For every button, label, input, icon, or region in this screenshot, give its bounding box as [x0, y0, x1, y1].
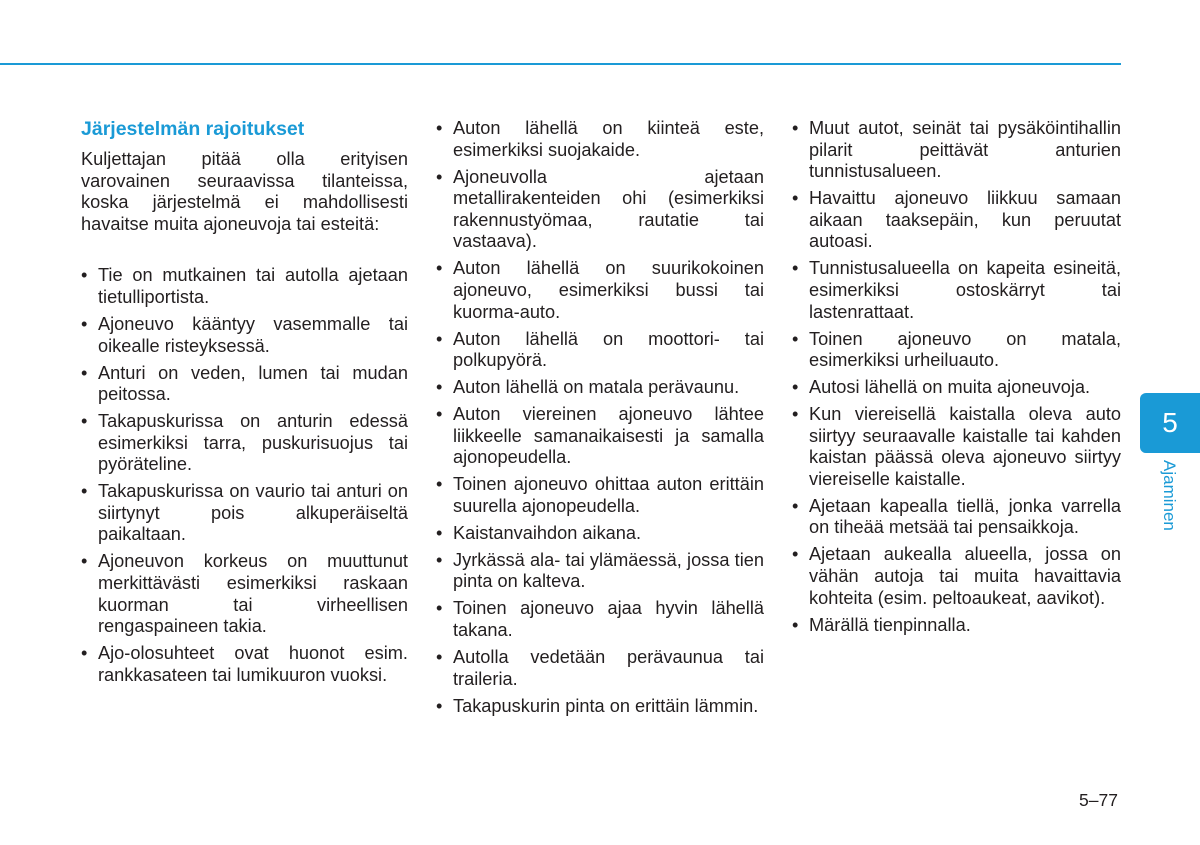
bullet-icon: • — [436, 377, 443, 398]
list-item — [81, 265, 408, 308]
limitations-list-3 — [792, 118, 1121, 636]
list-item — [792, 377, 1121, 399]
list-item-text: Takapuskurissa on anturin edessä esimerkiksi tarra, puskurisuojus tai pyöräteline. — [98, 411, 408, 475]
list-item-text: Auton lähellä on kiinteä este, esimerkiksi suojakaide. — [453, 118, 764, 160]
bullet-icon: • — [436, 522, 443, 543]
bullet-icon: • — [436, 258, 443, 279]
bullet-icon: • — [81, 411, 88, 432]
header-rule — [0, 63, 1121, 65]
limitations-list-1 — [81, 265, 408, 686]
bullet-icon: • — [436, 598, 443, 619]
page-number: 5–77 — [1079, 790, 1118, 810]
list-item — [792, 258, 1121, 323]
list-item — [792, 404, 1121, 490]
list-item-text: Tie on mutkainen tai autolla ajetaan tietulliportista. — [98, 265, 408, 307]
list-item-text: Anturi on veden, lumen tai mudan peitossa. — [98, 362, 408, 405]
limitations-list-2 — [436, 118, 764, 717]
list-item-text: Havaittu ajoneuvo liikkuu samaan aikaan taaksepäin, kun peruutat autoasi. — [809, 188, 1121, 252]
bullet-icon: • — [792, 258, 799, 279]
list-item-text: Ajoneuvo kääntyy vasemmalle tai oikealle risteyksessä. — [98, 313, 408, 356]
bullet-icon: • — [81, 265, 88, 286]
bullet-icon: • — [792, 328, 799, 349]
list-item-text: Ajoneuvon korkeus on muuttunut merkittävästi esimerkiksi raskaan kuorman tai virheellisen rengaspaineen takia. — [98, 551, 408, 637]
bullet-icon: • — [436, 549, 443, 570]
list-item — [436, 167, 764, 253]
list-item-text: Kun viereisellä kaistalla oleva auto siirtyy seuraavalle kaistalle tai kahden kaistan päässä oleva ajoneuvo siirtyy viereiselle kaistalle. — [809, 404, 1121, 489]
list-item — [81, 481, 408, 546]
list-item — [792, 496, 1121, 539]
list-item-text: Tunnistusalueella on kapeita esineitä, esimerkiksi ostoskärryt tai lastenrattaat. — [809, 258, 1121, 322]
list-item — [436, 598, 764, 641]
bullet-icon: • — [792, 377, 799, 398]
list-item-text: Jyrkässä ala- tai ylämäessä, jossa tien pinta on kalteva. — [453, 549, 764, 592]
bullet-icon: • — [81, 551, 88, 572]
list-item-text: Auton lähellä on matala perävaunu. — [453, 377, 740, 398]
list-item — [81, 643, 408, 686]
bullet-icon: • — [792, 404, 799, 425]
chapter-tab: 5 — [1140, 393, 1200, 453]
list-item — [436, 118, 764, 161]
list-item — [792, 544, 1121, 609]
list-item — [792, 329, 1121, 372]
intro-paragraph: Kuljettajan pitää olla erityisen varovainen seuraavissa tilanteissa, koska järjestelmä ei mahdollisesti havaitse muita ajoneuvoja tai esteitä: — [81, 149, 408, 234]
list-item-text: Toinen ajoneuvo on matala, esimerkiksi urheiluauto. — [809, 328, 1121, 371]
bullet-icon: • — [436, 474, 443, 495]
list-item-text: Auton lähellä on suurikokoinen ajoneuvo, esimerkiksi bussi tai kuorma-auto. — [453, 258, 764, 322]
bullet-icon: • — [792, 614, 799, 635]
list-item-text: Toinen ajoneuvo ohittaa auton erittäin suurella ajonopeudella. — [453, 474, 764, 516]
list-item-text: Muut autot, seinät tai pysäköintihallin pilarit peittävät anturien tunnistusalueen. — [809, 118, 1121, 182]
list-item — [436, 647, 764, 690]
list-item — [436, 696, 764, 718]
bullet-icon: • — [436, 166, 443, 187]
list-item-text: Ajetaan kapealla tiellä, jonka varrella on tiheää metsää tai pensaikkoja. — [809, 495, 1121, 538]
chapter-title: Ajaminen — [1160, 460, 1179, 531]
column-1 — [81, 116, 408, 692]
list-item-text: Märällä tienpinnalla. — [809, 614, 971, 635]
bullet-icon: • — [436, 118, 443, 138]
list-item — [436, 474, 764, 517]
list-item-text: Ajoneuvolla ajetaan metallirakenteiden ohi (esimerkiksi rakennustyömaa, rautatie tai vastaava). — [453, 166, 764, 252]
list-item — [81, 363, 408, 406]
list-item-text: Auton lähellä on moottori- tai polkupyörä. — [453, 328, 764, 371]
list-item — [436, 404, 764, 469]
bullet-icon: • — [81, 313, 88, 334]
bullet-icon: • — [792, 188, 799, 209]
list-item — [436, 329, 764, 372]
list-item-text: Takapuskurin pinta on erittäin lämmin. — [453, 695, 759, 716]
list-item-text: Kaistanvaihdon aikana. — [453, 522, 642, 543]
list-item — [436, 377, 764, 399]
list-item-text: Autolla vedetään perävaunua tai traileria. — [453, 646, 764, 689]
bullet-icon: • — [792, 544, 799, 565]
list-item — [792, 188, 1121, 253]
list-item-text: Autosi lähellä on muita ajoneuvoja. — [809, 377, 1091, 398]
bullet-icon: • — [81, 362, 88, 383]
section-heading: Järjestelmän rajoitukset — [81, 118, 305, 140]
list-item — [436, 258, 764, 323]
list-item — [436, 523, 764, 545]
list-item-text: Auton viereinen ajoneuvo lähtee liikkeelle samanaikaisesti ja samalla ajonopeudella. — [453, 404, 764, 468]
bullet-icon: • — [436, 404, 443, 425]
bullet-icon: • — [436, 695, 443, 716]
column-3 — [792, 118, 1121, 642]
bullet-icon: • — [792, 495, 799, 516]
column-2 — [436, 118, 764, 723]
list-item-text: Ajo-olosuhteet ovat huonot esim. rankkasateen tai lumikuuron vuoksi. — [98, 643, 408, 685]
list-item-text: Ajetaan aukealla alueella, jossa on vähän autoja tai muita havaittavia kohteita (esim. peltoaukeat, aavikot). — [809, 544, 1121, 608]
bullet-icon: • — [81, 481, 88, 502]
list-item-text: Takapuskurissa on vaurio tai anturi on siirtynyt pois alkuperäiseltä paikaltaan. — [98, 481, 408, 545]
bullet-icon: • — [436, 328, 443, 349]
list-item — [792, 118, 1121, 183]
list-item — [81, 551, 408, 637]
list-item — [792, 615, 1121, 637]
list-item — [436, 550, 764, 593]
bullet-icon: • — [81, 643, 88, 664]
list-item — [81, 411, 408, 476]
list-item — [81, 314, 408, 357]
bullet-icon: • — [436, 646, 443, 667]
bullet-icon: • — [792, 118, 799, 138]
list-item-text: Toinen ajoneuvo ajaa hyvin lähellä takana. — [453, 598, 764, 640]
